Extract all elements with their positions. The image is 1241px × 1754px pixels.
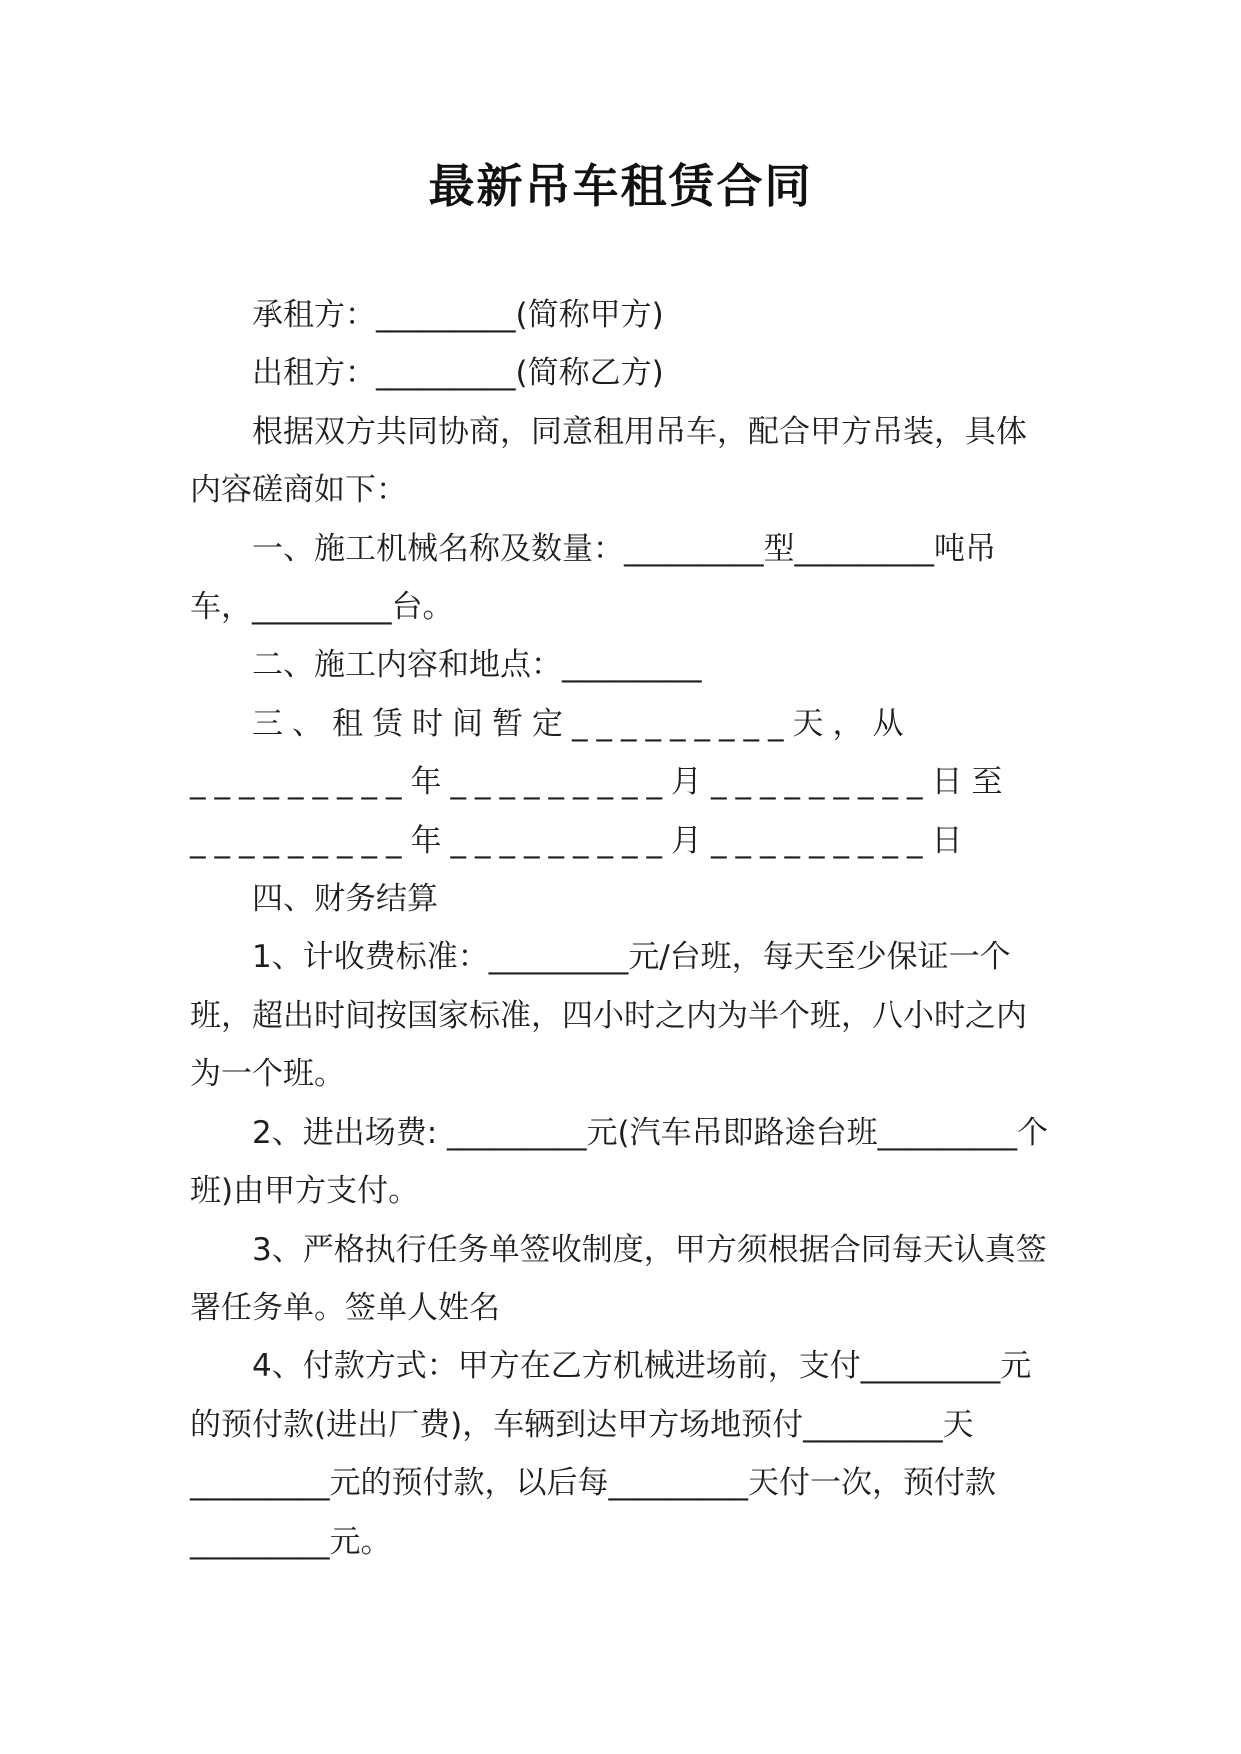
clause-3-rental-period: 三、租赁时间暂定_________天，从_________年_________月_________日至_________年_________月_________日 bbox=[190, 705, 1012, 859]
clause-2-content-location: 二、施工内容和地点：_________ bbox=[252, 647, 702, 684]
contract-body bbox=[190, 286, 1050, 1571]
intro-paragraph: 根据双方共同协商，同意租用吊车，配合甲方吊装，具体内容磋商如下： bbox=[190, 413, 1027, 509]
clause-4-heading: 四、财务结算 bbox=[252, 881, 438, 918]
page-title: 最新吊车租赁合同 bbox=[428, 159, 813, 213]
clause-4-4-payment: 4、付款方式：甲方在乙方机械进场前，支付_________元的预付款(进出厂费)，车辆到达甲方场地预付_________天_________元的预付款，以后每_________天付一次，预付款_________元。 bbox=[190, 1348, 1032, 1560]
lessee-line: 承租方：_________(简称甲方) bbox=[252, 297, 664, 333]
clause-1-machinery: 一、施工机械名称及数量：_________型_________吨吊车，_________台。 bbox=[190, 530, 996, 626]
clause-4-2-entry-exit-fee: 2、进出场费: _________元(汽车吊即路途台班_________个班)由甲方支付。 bbox=[190, 1114, 1049, 1210]
clause-4-3-task-sheet: 3、严格执行任务单签收制度，甲方须根据合同每天认真签署任务单。签单人姓名 bbox=[190, 1231, 1047, 1326]
lessor-line: 出租方：_________(简称乙方) bbox=[252, 355, 664, 392]
clause-4-1-fee-standard: 1、计收费标准：_________元/台班，每天至少保证一个班，超出时间按国家标准，四小时之内为半个班，八小时之内为一个班。 bbox=[190, 939, 1027, 1093]
